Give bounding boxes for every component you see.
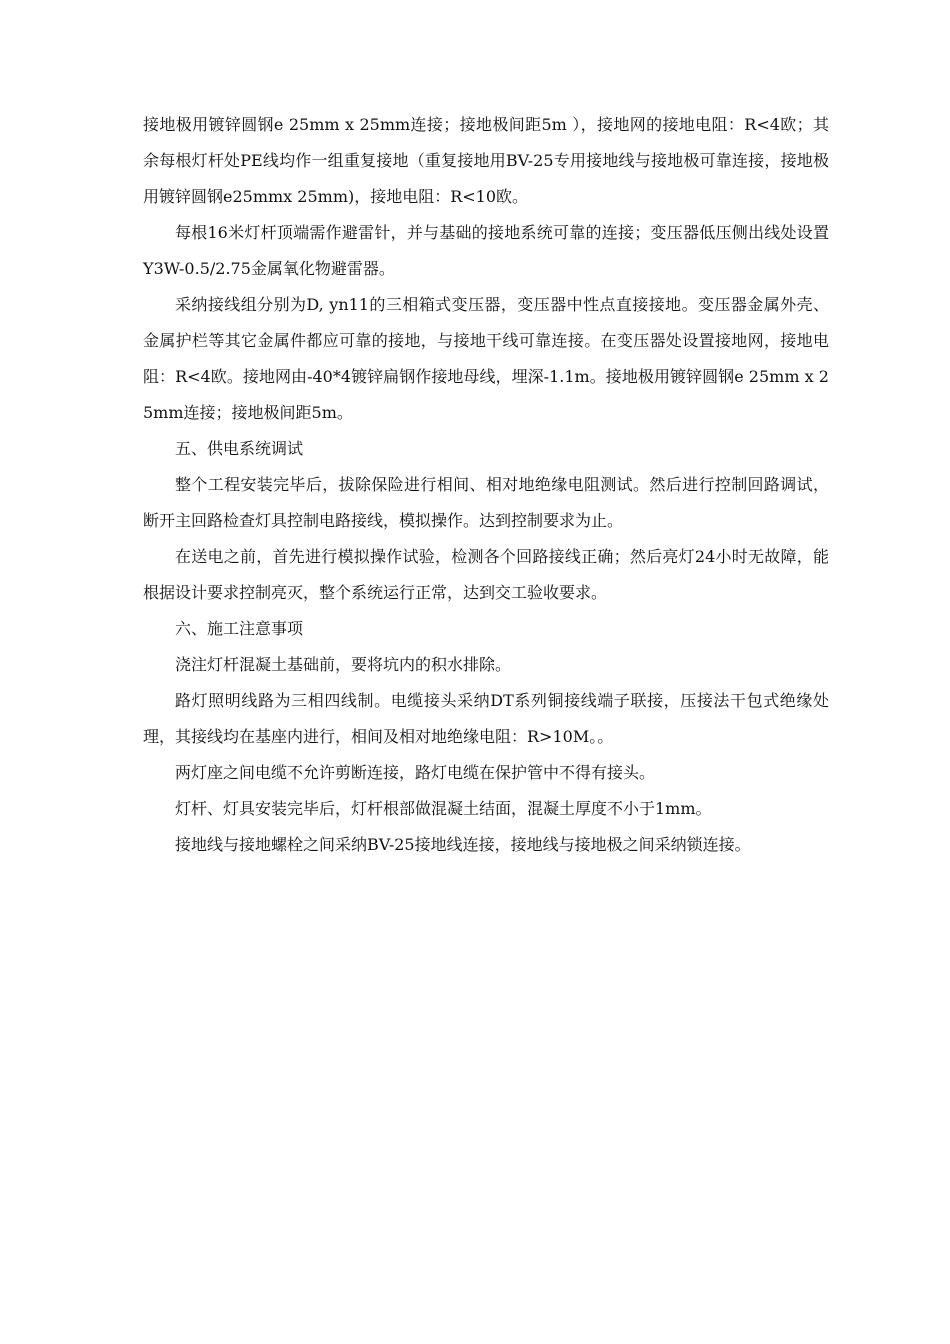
paragraph-cable-joints: 两灯座之间电缆不允许剪断连接，路灯电缆在保护管中不得有接头。 — [175, 763, 656, 782]
section-heading-power-debugging: 五、供电系统调试 — [175, 439, 304, 458]
section-heading-construction-notes: 六、施工注意事项 — [175, 619, 304, 638]
paragraph-grounding-bolt: 接地线与接地螺栓之间采纳BV-25接地线连接，接地线与接地极之间采纳锁连接。 — [175, 835, 751, 854]
paragraph-insulation-test: 整个工程安装完毕后，拔除保险进行相间、相对地绝缘电阻测试。然后进行控制回路调试，断开主回路检查灯具控制电路接线，模拟操作。达到控制要求为止。 — [143, 475, 829, 530]
document-body — [143, 107, 829, 863]
paragraph-grounding-continued: 接地极用镀锌圆钢e 25mm x 25mm连接；接地极间距5m ），接地网的接地电阻：R<4欧；其余每根灯杆处PE线均作一组重复接地（重复接地用BV-25专用接地线与接地极可靠连接，接地极用镀锌圆钢e25mmx 25mm)，接地电阻：R<10欧。 — [143, 115, 829, 206]
paragraph-pole-base: 灯杆、灯具安装完毕后，灯杆根部做混凝土结面，混凝土厚度不小于1mm。 — [175, 799, 712, 818]
paragraph-simulation-test: 在送电之前，首先进行模拟操作试验，检测各个回路接线正确；然后亮灯24小时无故障，能根据设计要求控制亮灭，整个系统运行正常，达到交工验收要求。 — [143, 547, 829, 602]
paragraph-lighting-circuit: 路灯照明线路为三相四线制。电缆接头采纳DT系列铜接线端子联接，压接法干包式绝缘处理，其接线均在基座内进行，相间及相对地绝缘电阻：R>10M。。 — [143, 691, 829, 746]
paragraph-pouring-foundation: 浇注灯杆混凝土基础前，要将坑内的积水排除。 — [175, 655, 512, 674]
paragraph-lightning-rod: 每根16米灯杆顶端需作避雷针，并与基础的接地系统可靠的连接；变压器低压侧出线处设置Y3W-0.5/2.75金属氧化物避雷器。 — [143, 223, 829, 278]
paragraph-transformer-grounding: 采纳接线组分别为D, yn11的三相箱式变压器，变压器中性点直接接地。变压器金属外壳、金属护栏等其它金属件都应可靠的接地，与接地干线可靠连接。在变压器处设置接地网，接地电阻：R<4欧。接地网由-40*4镀锌扁钢作接地母线，埋深-1.1m。接地极用镀锌圆钢e 25mm x 25mm连接；接地极间距5m。 — [143, 295, 829, 422]
